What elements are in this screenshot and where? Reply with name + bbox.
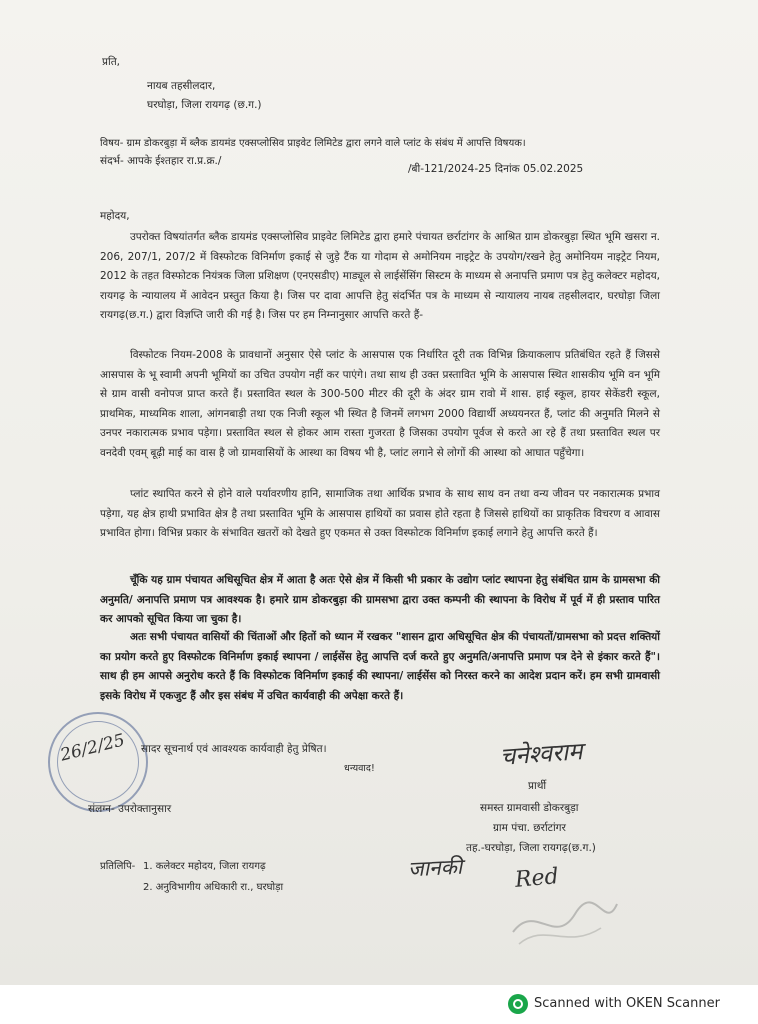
recipient-address: घरघोड़ा, जिला रायगढ़ (छ.ग.): [147, 99, 262, 111]
to-label: प्रति,: [102, 56, 121, 68]
subject-line: विषय- ग्राम डोकरबुड़ा में ब्लैक डायमंड एक्सप्लोसिव प्राइवेट लिमिटेड द्वारा लगने वाले प्लांट के संबंध में आपत्ति विषयक।: [100, 138, 526, 149]
copy-recipient-1: 1. कलेक्टर महोदय, जिला रायगढ़: [143, 861, 266, 872]
applicant-label: प्रार्थी: [528, 780, 547, 792]
signature-left: जानकी: [407, 854, 463, 882]
salutation: महोदय,: [100, 210, 130, 222]
forwarding-note: सादर सूचनार्थ एवं आवश्यक कार्यवाही हेतु प्रेषित।: [141, 743, 327, 755]
enclosure-note: संलग्न- उपरोक्तानुसार: [88, 803, 172, 815]
paragraph-5: अतः सभी पंचायत वासियों की चिंताओं और हितों को ध्यान में रखकर "शासन द्वारा अधिसूचित क्षेत्र की पंचायतों/ग्रामसभा को प्रदत्त शक्तियों का प्रयोग करते हुए विस्फोटक विनिर्माण इकाई स्थापना / लाईसेंस हेतु आपत्ति दर्ज करते हुए अनुमति/अनापत्ति प्रमाण पत्र देने से इंकार करते हैं"। साथ ही हम आपसे अनुरोध करते हैं कि विस्फोटक विनिर्माण इकाई की स्थापना/ लाईसेंस को निरस्त करने का आदेश प्रदान करें। हम सभी ग्रामवासी इसके विरोध में एकजुट हैं और इस संबंध में उचित कार्यवाही की अपेक्षा करते हैं।: [100, 631, 660, 702]
paragraph-3: प्लांट स्थापित करने से होने वाले पर्यावरणीय हानि, सामाजिक तथा आर्थिक प्रभाव के साथ साथ वन तथा वन्य जीवन पर नकारात्मक प्रभाव पड़ेगा, यह क्षेत्र हाथी प्रभावित क्षेत्र है तथा प्रस्तावित भूमि के आसपास हाथियों का प्रवास होते रहता है जिससे हाथियों का प्राकृतिक विचरण व आवास प्रभावित होगा। विभिन्न प्रकार के संभावित खतरों को देखते हुए एकमत से उक्त विस्फोटक विनिर्माण इकाई लगाने हेतु आपत्ति करते हैं।: [100, 488, 660, 539]
faded-signature-scribble: [505, 892, 625, 954]
paragraph-2: विस्फोटक नियम-2008 के प्रावधानों अनुसार ऐसे प्लांट के आसपास एक निर्धारित दूरी तक विभिन्न क्रियाकलाप प्रतिबंधित रहते हैं जिससे आसपास के भू स्वामी अपनी भूमियों का उचित उपयोग नहीं कर पाएंगे। तथा साथ ही उक्त प्रस्तावित भूमि के आसपास स्थित शासकीय भूमि वन भूमि से ग्राम वासी वनोपज प्राप्त करते हैं। प्रस्तावित स्थल के 300-500 मीटर की दूरी के अंदर ग्राम रावो में शास. हाई स्कूल, हायर सेकेंडरी स्कूल, प्राथमिक, माध्यमिक शाला, आंगनबाड़ी तथा एक निजी स्कूल भी स्थित है जिनमें लगभग 2000 विद्यार्थी अध्ययनरत हैं, प्लांट की अनुमति मिलने से उनपर नकारात्मक प्रभाव पड़ेगा। प्रस्तावित स्थल से होकर आम रास्ता गुजरता है जिसका उपयोग पूर्वज से करते आ रहे हैं तथा प्रस्तावित स्थल पर वनदेवी एवम् बूढ़ी माई का वास है जो ग्रामवासियों के आस्था का विषय भी है, प्लांट लगाने से लोगों की आस्था को आघात पहुँचेगा।: [100, 349, 660, 459]
signatory-line-3: तह.-घरघोड़ा, जिला रायगढ़(छ.ग.): [466, 842, 596, 854]
signatory-line-2: ग्राम पंचा. छर्राटांगर: [493, 822, 566, 834]
scanner-watermark-label: Scanned with OKEN Scanner: [534, 996, 720, 1011]
paragraph-1: उपरोक्त विषयांतर्गत ब्लैक डायमंड एक्सप्लोसिव प्राइवेट लिमिटेड द्वारा हमारे पंचायत छर्राटांगर के आश्रित ग्राम डोकरबुड़ा स्थित भूमि खसरा न. 206, 207/1, 207/2 में विस्फोटक विनिर्माण इकाई से जुड़े टैंक या गोदाम से अमोनियम नाइट्रेट के उपयोग/रखने हेतु अमोनियम नाइट्रेट नियम, 2012 के तहत विस्फोटक नियंत्रक जिला प्रशिक्षण (एनएसडीए) माड्यूल से लाईसेंसिंग सिस्टम के माध्यम से अनापत्ति प्रमाण पत्र हेतु कलेक्टर महोदय, रायगढ़ के न्यायालय में आवेदन प्रस्तुत किया है। जिस पर दावा आपत्ति हेतु संदर्भित पत्र के माध्यम से न्यायालय नायब तहसीलदार, घरघोड़ा जिला रायगढ़(छ.ग.) द्वारा विज्ञप्ति जारी की गई है। जिस पर हम निम्नानुसार आपत्ति करते हैं-: [100, 231, 660, 321]
signatory-line-1: समस्त ग्रामवासी डोकरबुड़ा: [480, 802, 579, 814]
reference-line: संदर्भ- आपके ईश्तहार रा.प्र.क्र./: [100, 155, 222, 167]
recipient-title: नायब तहसीलदार,: [147, 80, 216, 92]
stamp-date-handwriting: 26/2/25: [58, 730, 127, 766]
thanks-note: धन्यवाद!: [344, 763, 375, 774]
copy-label: प्रतिलिपि-: [100, 861, 136, 872]
signature-main: चनेश्वराम: [499, 737, 584, 771]
copy-recipient-2: 2. अनुविभागीय अधिकारी रा., घरघोड़ा: [143, 882, 284, 893]
oken-scanner-logo-icon: [508, 994, 528, 1014]
signature-right: Red: [513, 864, 560, 893]
reference-number: /बी-121/2024-25 दिनांक 05.02.2025: [408, 163, 584, 175]
paragraph-4: चूँकि यह ग्राम पंचायत अधिसूचित क्षेत्र में आता है अतः ऐसे क्षेत्र में किसी भी प्रकार के उद्योग प्लांट स्थापना हेतु संबंधित ग्राम के ग्रामसभा की अनुमति/ अनापत्ति प्रमाण पत्र आवश्यक है। हमारे ग्राम डोकरबुड़ा की ग्रामसभा द्वारा उक्त कम्पनी की स्थापना के विरोध में पूर्व में ही प्रस्ताव पारित कर आपको सूचित किया जा चुका है।: [100, 574, 660, 625]
